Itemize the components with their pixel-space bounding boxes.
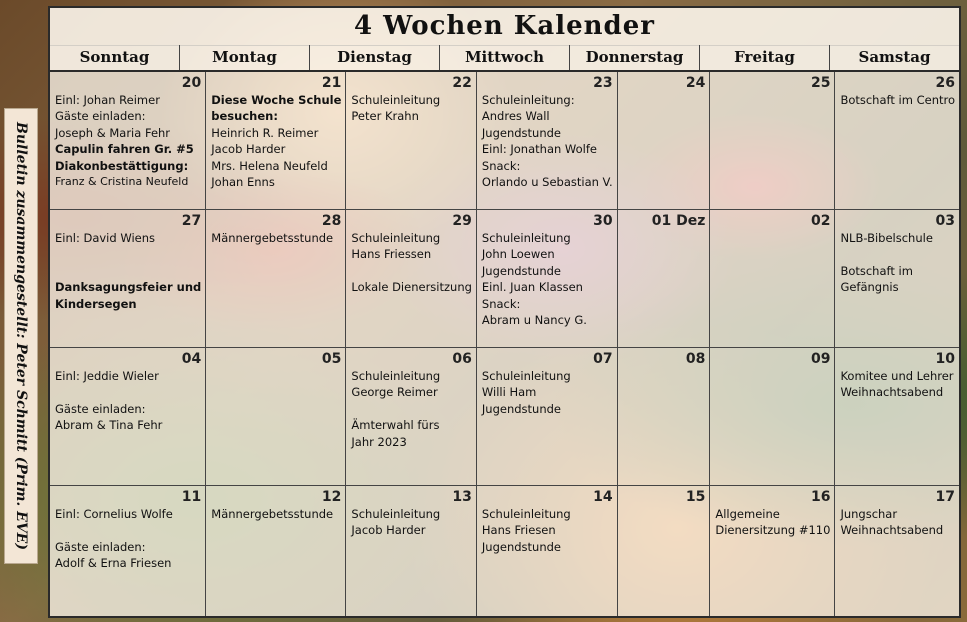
- day-cell: [50, 210, 206, 348]
- day-number: 02: [810, 213, 831, 229]
- day-number: 23: [593, 75, 613, 91]
- event-line: Einl: Johan Reimer: [55, 93, 160, 107]
- event-line: Gäste einladen:: [55, 401, 146, 416]
- event-line: Joseph & Maria Fehr: [55, 125, 171, 140]
- day-cell: [50, 72, 206, 210]
- event-line: NLB-Bibelschule: [840, 231, 933, 245]
- event-line: Einl: Cornelius Wolfe: [55, 507, 173, 521]
- day-number: 26: [935, 75, 955, 91]
- event-line: Schuleinleitung: [351, 507, 441, 521]
- event-line: Botschaft im Centro: [840, 93, 955, 107]
- event-line: [840, 246, 955, 262]
- event-line: Kindersegen: [55, 296, 137, 311]
- weekday-header: Sonntag: [50, 45, 180, 70]
- event-line: Johan Enns: [211, 175, 275, 190]
- event-line: Dienersitzung #110: [715, 523, 831, 538]
- day-number: 21: [321, 75, 342, 91]
- bulletin-credit-text: Bulletin zusammengestellt: Peter Schmitt (Prim. EVE): [13, 122, 29, 550]
- event-line: Ämterwahl fürs: [351, 418, 440, 433]
- day-number: 13: [452, 489, 472, 505]
- event-line: John Loewen: [481, 247, 555, 262]
- day-cell: [618, 210, 711, 348]
- day-number: 07: [593, 351, 613, 367]
- event-line: Lokale Dienersitzung: [351, 280, 472, 295]
- day-number: 04: [181, 351, 202, 367]
- day-cell: [50, 486, 206, 616]
- day-cell: [50, 348, 206, 486]
- day-cell: [710, 486, 835, 616]
- event-line: Männergebetsstunde: [211, 507, 334, 521]
- day-number: 11: [181, 489, 202, 505]
- weekday-header: Montag: [180, 45, 310, 70]
- day-number: 25: [810, 75, 831, 91]
- day-number: 28: [321, 213, 342, 229]
- day-number: 01 Dez: [651, 213, 706, 229]
- day-number: 29: [452, 213, 472, 229]
- event-line: Orlando u Sebastian V.: [481, 175, 613, 190]
- day-cell: [618, 486, 711, 616]
- event-line: Schuleinleitung: [481, 507, 571, 521]
- event-line: Abram u Nancy G.: [481, 313, 587, 328]
- event-line: Jugendstunde: [481, 539, 562, 554]
- event-line: Willi Ham: [481, 385, 537, 400]
- day-cell: [206, 486, 346, 616]
- event-line: Schuleinleitung: [481, 231, 571, 245]
- event-line: [55, 246, 201, 262]
- day-number: 09: [810, 351, 831, 367]
- event-line: Gäste einladen:: [55, 109, 146, 124]
- day-cell: [710, 348, 835, 486]
- weekday-header: Donnerstag: [570, 45, 700, 70]
- event-line: Snack:: [481, 158, 521, 173]
- day-number: 06: [452, 351, 472, 367]
- day-cell: [206, 72, 346, 210]
- day-number: 03: [935, 213, 955, 229]
- weekday-header: Mittwoch: [440, 45, 570, 70]
- day-cell: [477, 348, 618, 486]
- calendar-grid: [50, 72, 959, 616]
- event-line: [55, 384, 201, 400]
- day-number: 15: [685, 489, 706, 505]
- day-cell: [206, 348, 346, 486]
- day-number: 12: [321, 489, 342, 505]
- event-line: Schuleinleitung: [481, 369, 571, 383]
- event-line: Gäste einladen:: [55, 539, 146, 554]
- event-line: Heinrich R. Reimer: [211, 125, 319, 140]
- day-number: 30: [593, 213, 613, 229]
- day-cell: [618, 348, 711, 486]
- day-cell: [618, 72, 711, 210]
- event-line: Jugendstunde: [481, 263, 562, 278]
- event-line: Einl: Jonathan Wolfe: [481, 142, 597, 157]
- event-line: Allgemeine: [715, 507, 780, 521]
- day-number: 27: [181, 213, 202, 229]
- event-line: Gefängnis: [840, 280, 899, 295]
- event-line: Snack:: [481, 296, 521, 311]
- day-number: 10: [935, 351, 955, 367]
- day-number: 24: [685, 75, 706, 91]
- event-line: Mrs. Helena Neufeld: [211, 158, 328, 173]
- event-line: Jacob Harder: [211, 142, 286, 157]
- day-number: 22: [452, 75, 472, 91]
- weekday-header: Dienstag: [310, 45, 440, 70]
- event-line: [351, 401, 472, 417]
- event-line: Diese Woche Schule: [211, 93, 342, 107]
- event-line: Jacob Harder: [351, 523, 426, 538]
- event-line: Schuleinleitung:: [481, 93, 575, 107]
- weekday-header: Samstag: [858, 48, 931, 66]
- day-cell: [835, 210, 959, 348]
- day-number: 05: [321, 351, 342, 367]
- event-line: [351, 263, 472, 279]
- day-cell: [835, 348, 959, 486]
- event-line: Abram & Tina Fehr: [55, 418, 163, 433]
- event-line: [55, 522, 201, 538]
- event-line: besuchen:: [211, 109, 278, 124]
- day-cell: [346, 486, 477, 616]
- event-line: George Reimer: [351, 385, 438, 400]
- day-cell: [710, 72, 835, 210]
- event-line: Franz & Cristina Neufeld: [55, 175, 189, 189]
- calendar: [48, 6, 961, 618]
- event-line: Andres Wall: [481, 109, 550, 124]
- day-cell: [346, 72, 477, 210]
- day-number: 20: [181, 75, 202, 91]
- event-line: Jahr 2023: [351, 434, 407, 449]
- day-number: 14: [593, 489, 613, 505]
- day-cell: [346, 210, 477, 348]
- event-line: Jugendstunde: [481, 401, 562, 416]
- event-line: Männergebetsstunde: [211, 231, 334, 245]
- day-cell: [710, 210, 835, 348]
- event-line: Hans Friesen: [481, 523, 556, 538]
- event-line: Weihnachtsabend: [840, 385, 944, 400]
- event-line: [55, 263, 201, 279]
- day-cell: [477, 486, 618, 616]
- day-cell: [835, 72, 959, 210]
- bulletin-credit-panel: [4, 108, 38, 564]
- event-line: Einl. Juan Klassen: [481, 280, 583, 295]
- event-line: Adolf & Erna Friesen: [55, 556, 172, 571]
- day-cell: [477, 210, 618, 348]
- day-cell: [477, 72, 618, 210]
- event-line: Komitee und Lehrer: [840, 369, 954, 383]
- event-line: Schuleinleitung: [351, 231, 441, 245]
- event-line: Einl: Jeddie Wieler: [55, 369, 159, 383]
- event-line: Weihnachtsabend: [840, 523, 944, 538]
- day-number: 17: [935, 489, 955, 505]
- event-line: Botschaft im: [840, 263, 913, 278]
- day-cell: [346, 348, 477, 486]
- event-line: Danksagungsfeier und: [55, 280, 202, 295]
- event-line: Schuleinleitung: [351, 93, 441, 107]
- day-cell: [206, 210, 346, 348]
- day-cell: [835, 486, 959, 616]
- event-line: Hans Friessen: [351, 247, 432, 262]
- weekday-header: Freitag: [700, 45, 830, 70]
- event-line: Einl: David Wiens: [55, 231, 156, 245]
- calendar-title: 4 Wochen Kalender: [50, 8, 959, 46]
- event-line: Diakonbestättigung:: [55, 158, 189, 173]
- event-line: Capulin fahren Gr. #5: [55, 142, 194, 157]
- day-number: 08: [685, 351, 706, 367]
- event-line: Jugendstunde: [481, 125, 562, 140]
- event-line: Jungschar: [840, 507, 898, 521]
- event-line: Schuleinleitung: [351, 369, 441, 383]
- weekday-header-row: [50, 45, 959, 72]
- day-number: 16: [810, 489, 831, 505]
- event-line: Peter Krahn: [351, 109, 419, 124]
